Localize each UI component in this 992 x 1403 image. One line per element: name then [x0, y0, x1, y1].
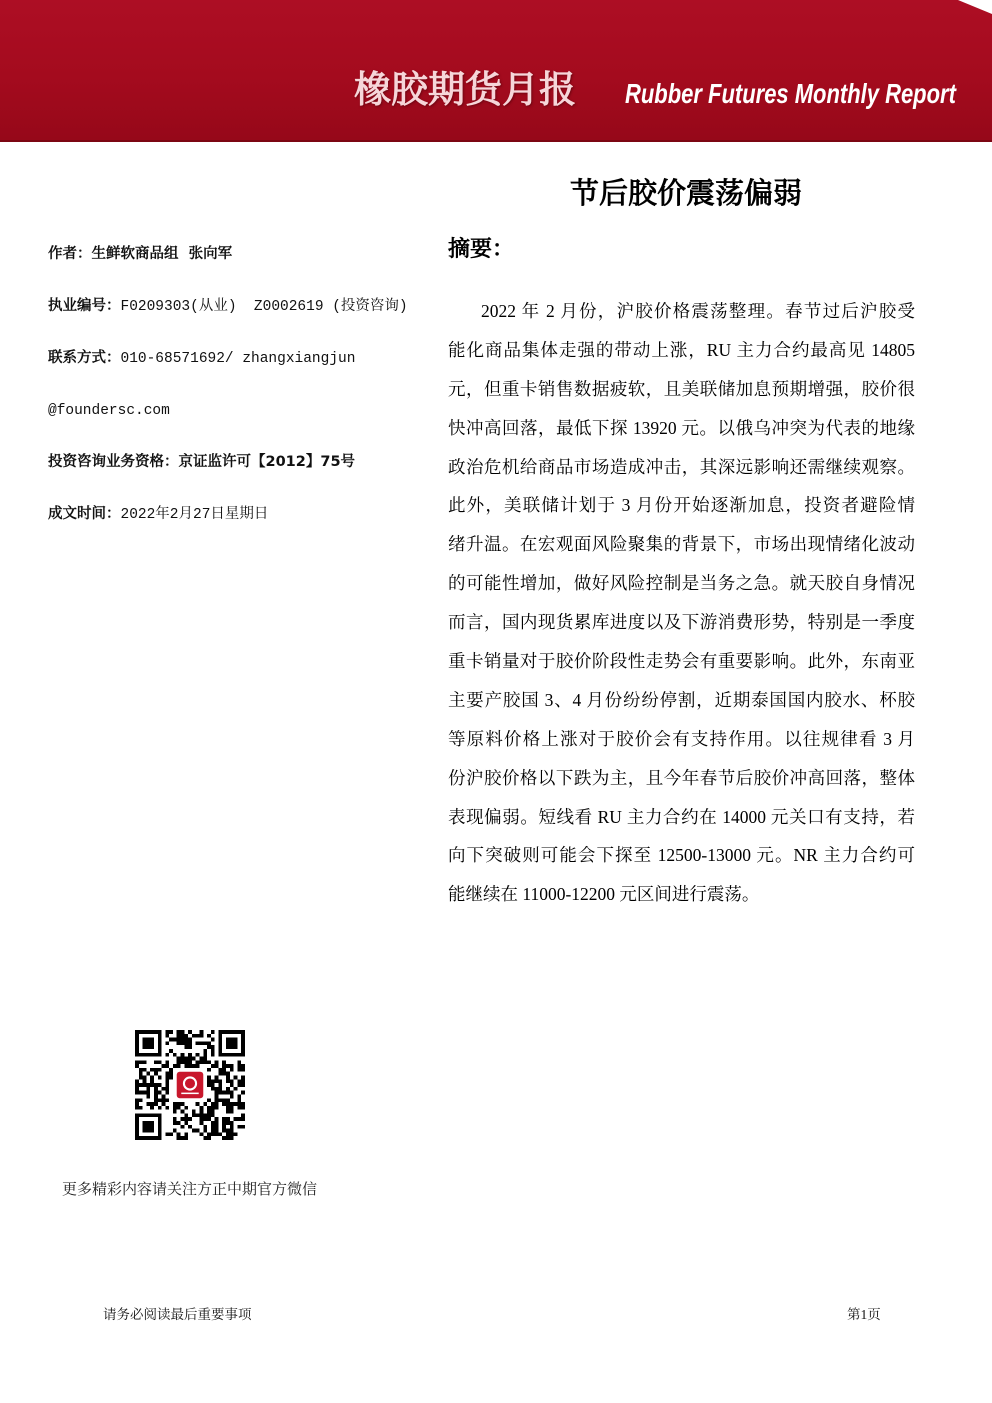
contact-row	[48, 348, 440, 400]
contact-label: 联系方式：	[48, 350, 121, 366]
abstract-line: 而言，国内现货累库进度以及下游消费形势，特别是一季度	[448, 612, 915, 633]
qualification-label: 投资咨询业务资格：	[48, 454, 179, 470]
report-series-title-cn: 橡胶期货月报	[354, 68, 576, 111]
abstract-line: 元，但重卡销售数据疲软，且美联储加息预期增强，胶价很	[448, 378, 915, 399]
qr-caption: 更多精彩内容请关注方正中期官方微信	[62, 1180, 318, 1198]
abstract-line: 等原料价格上涨对于胶价会有支持作用。以往规律看 3 月	[448, 728, 915, 749]
abstract-line: 的可能性增加，做好风险控制是当务之急。就天胶自身情况	[448, 573, 915, 594]
abstract-paragraph	[448, 292, 915, 914]
author-label: 作者：	[48, 246, 92, 262]
abstract-line: 政治危机给商品市场造成冲击，其深远影响还需继续观察。	[448, 456, 915, 477]
abstract-line: 主要产胶国 3、4 月份纷纷停割，近期泰国国内胶水、杯胶	[448, 689, 915, 710]
date-value: 2022年2月27日星期日	[120, 507, 269, 523]
email-value: @foundersc.com	[48, 403, 170, 419]
abstract-line: 能继续在 11000-12200 元区间进行震荡。	[448, 884, 760, 905]
contact-value: 010-68571692/ zhangxiangjun	[120, 351, 356, 367]
report-title: 节后胶价震荡偏弱	[569, 176, 802, 210]
qr-finder-top-right	[218, 1030, 245, 1057]
author-value: 生鲜软商品组 张向军	[91, 246, 233, 262]
qr-finder-top-left	[135, 1030, 162, 1057]
report-series-title-en: Rubber Futures Monthly Report	[625, 78, 956, 109]
abstract-line: 2022 年 2 月份，沪胶价格震荡整理。春节过后沪胶受	[481, 301, 915, 321]
abstract-line: 快冲高回落，最低下探 13920 元。以俄乌冲突为代表的地缘	[448, 417, 915, 438]
qualification-row	[48, 452, 440, 504]
page-number: 第1页	[847, 1307, 881, 1322]
footer-disclaimer: 请务必阅读最后重要事项	[103, 1307, 252, 1322]
qr-finder-bottom-left	[135, 1113, 162, 1140]
date-label: 成文时间：	[48, 506, 121, 522]
abstract-line: 向下突破则可能会下探至 12500-13000 元。NR 主力合约可	[448, 845, 915, 866]
qr-center-logo-icon	[174, 1069, 205, 1100]
author-info-panel	[48, 244, 440, 556]
abstract-line: 此外，美联储计划于 3 月份开始逐渐加息，投资者避险情	[448, 495, 915, 516]
abstract-line: 重卡销量对于胶价阶段性走势会有重要影响。此外，东南亚	[448, 651, 915, 672]
license-value: F0209303(从业) Z0002619 (投资咨询)	[120, 299, 408, 315]
date-row	[48, 504, 440, 556]
abstract-line: 能化商品集体走强的带动上涨，RU 主力合约最高见 14805	[448, 339, 915, 360]
abstract-line: 绪升温。在宏观面风险聚集的背景下，市场出现情绪化波动	[448, 534, 915, 555]
abstract-heading: 摘要：	[448, 237, 515, 262]
author-row	[48, 244, 440, 296]
license-label: 执业编号：	[48, 298, 121, 314]
qr-code-icon	[135, 1030, 245, 1140]
email-row	[48, 400, 440, 452]
abstract-line: 份沪胶价格以下跌为主，且今年春节后胶价冲高回落，整体	[448, 767, 915, 788]
qualification-value: 京证监许可【2012】75号	[178, 454, 356, 470]
license-row	[48, 296, 440, 348]
abstract-line: 表现偏弱。短线看 RU 主力合约在 14000 元关口有支持，若	[448, 806, 915, 827]
